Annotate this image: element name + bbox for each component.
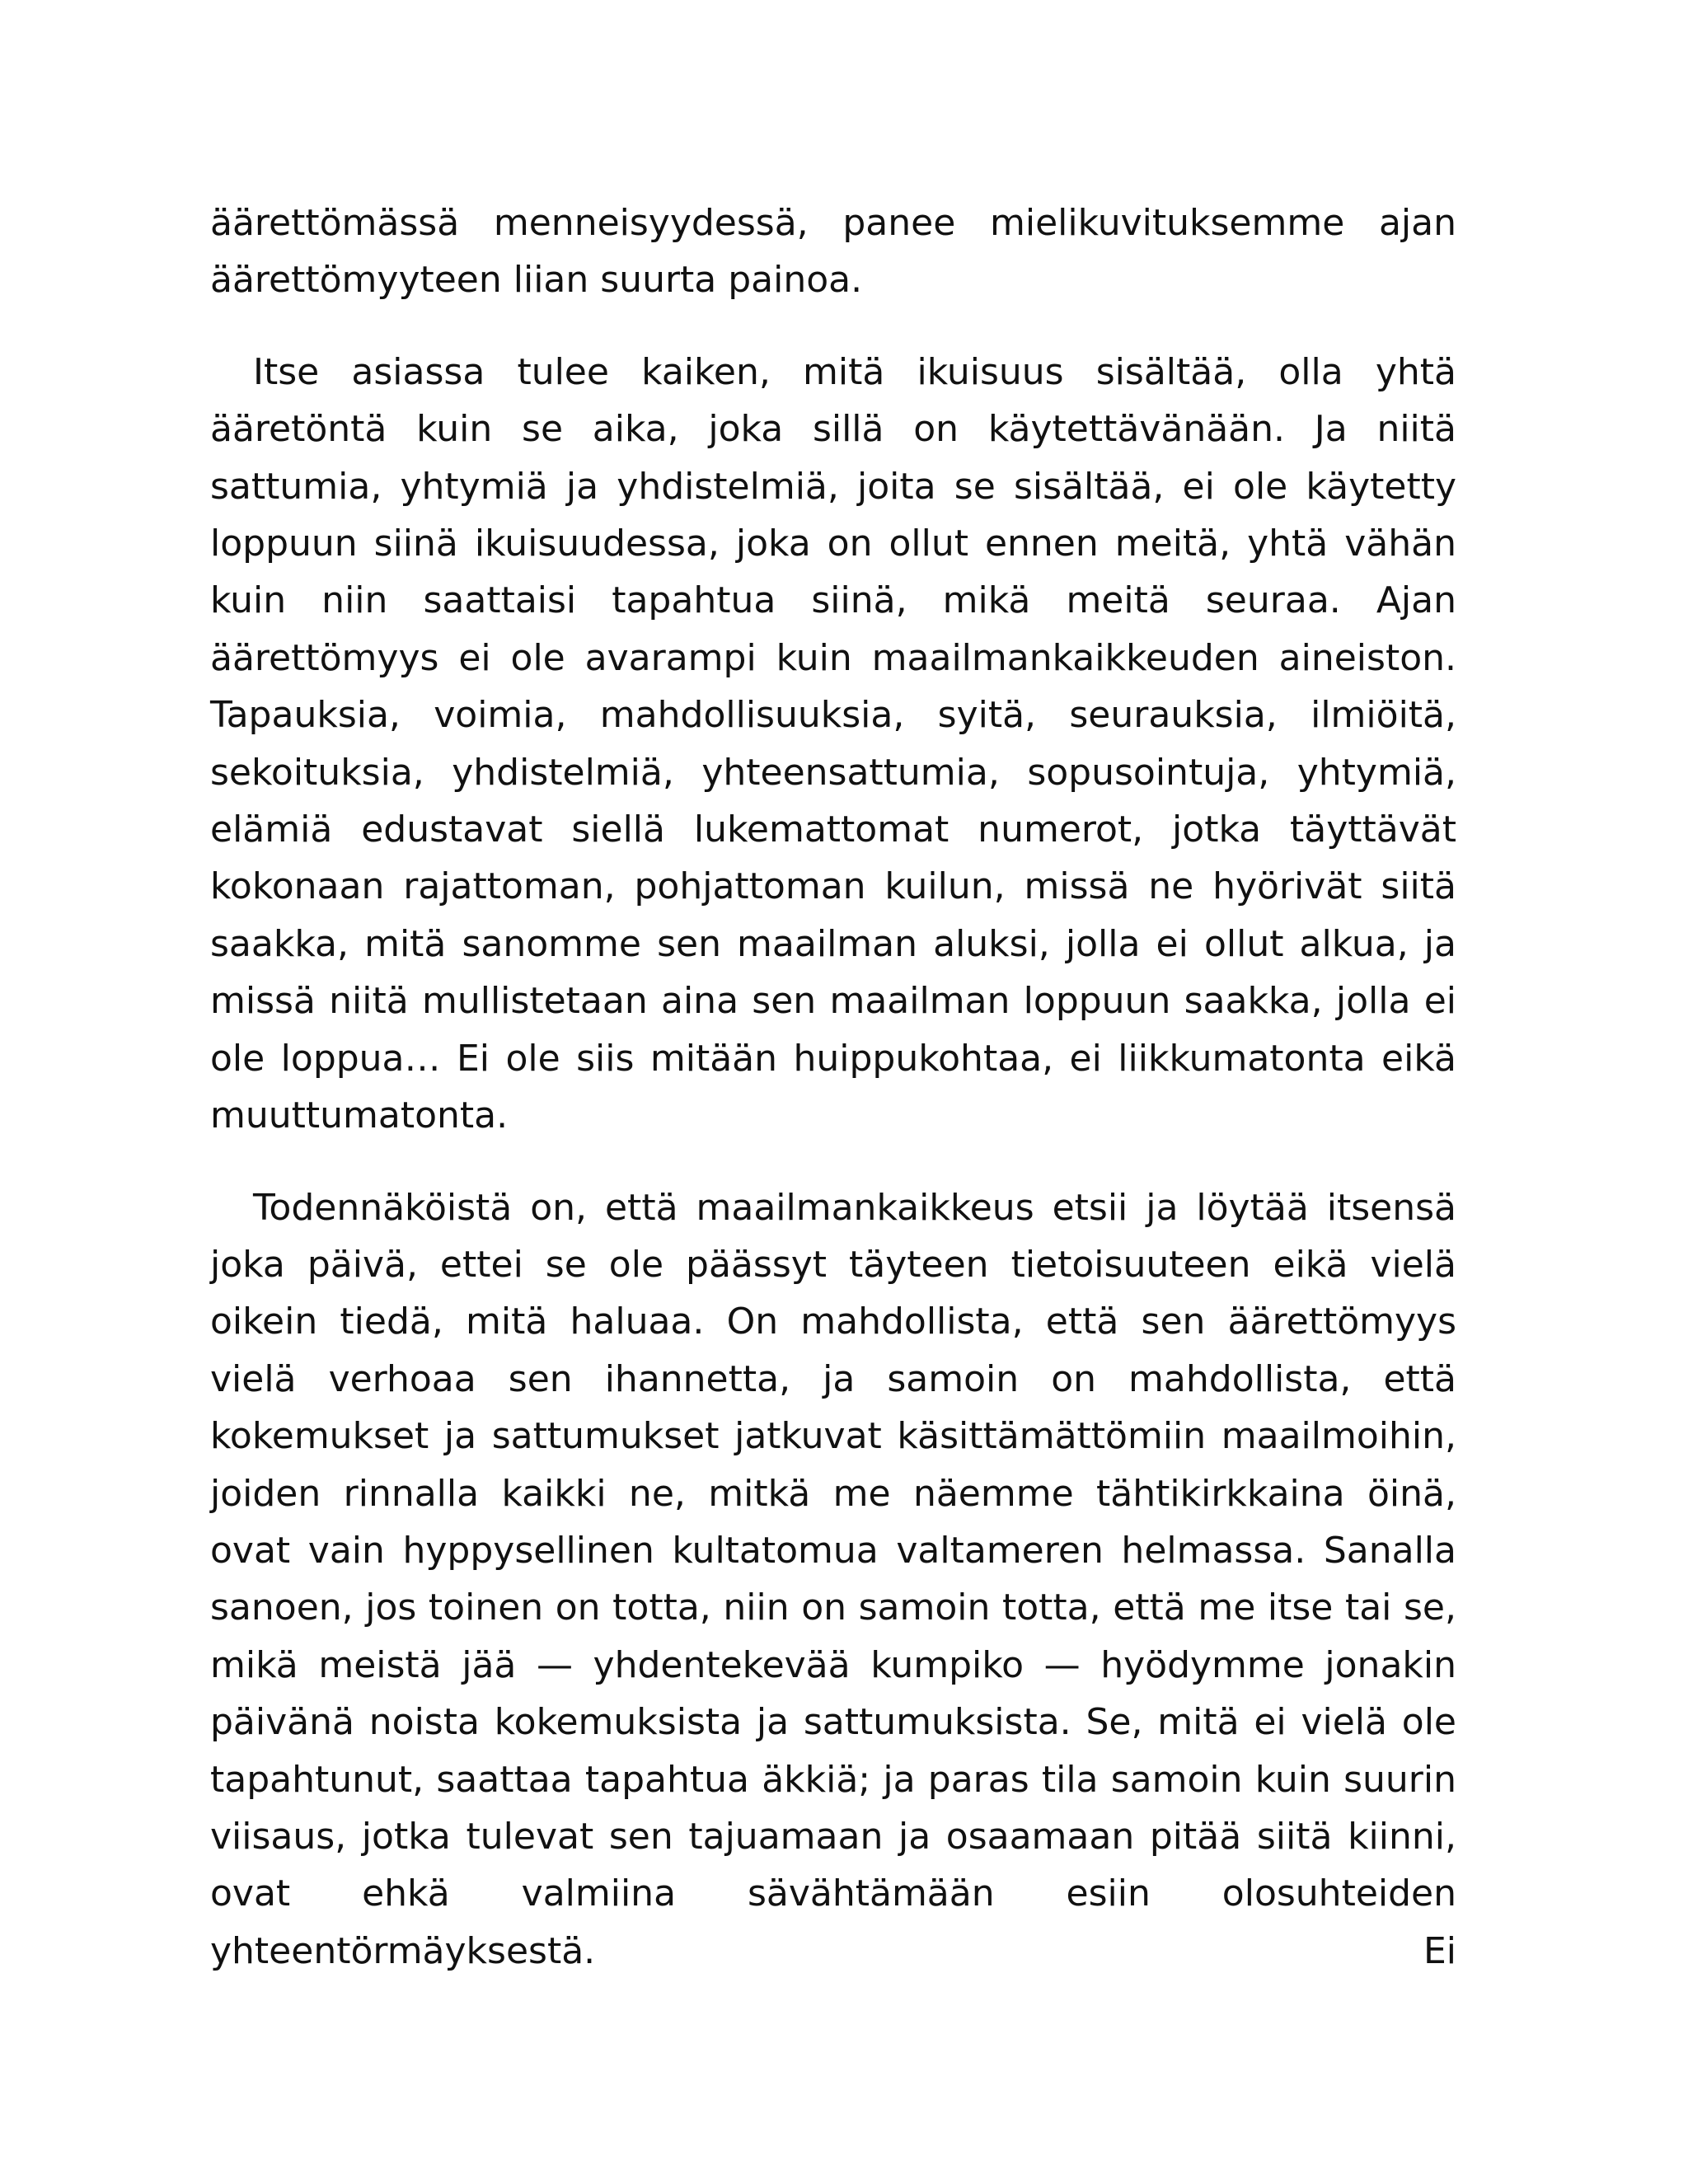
paragraph-continued: äärettömässä menneisyydessä, panee mielikuvituksemme ajan äärettömyyteen liian suurta painoa.: [210, 202, 1456, 302]
paragraph-universe: Todennäköistä on, että maailmankaikkeus etsii ja löytää itsensä joka päivä, ettei se ole päässyt täyteen tietoisuuteen eikä vielä oikein tiedä, mitä haluaa. On mahdollista, että sen äärettömyys vielä verhoaa sen ihannetta, ja samoin on mahdollista, että kokemukset ja sattumukset jatkuvat käsittämättömiin maailmoihin, joiden rinnalla kaikki ne, mitkä me näemme tähtikirkkaina öinä, ovat vain hyppysellinen kultatomua valtameren helmassa. Sanalla sanoen, jos toinen on totta, niin on samoin totta, että me itse tai se, mikä meistä jää — yhdentekevää kumpiko — hyödymme jonakin päivänä noista kokemuksista ja sattumuksista. Se, mitä ei vielä ole tapahtunut, saattaa tapahtua äkkiä; ja paras tila samoin kuin suurin viisaus, jotka tulevat sen tajuamaan ja osaamaan pitää siitä kiinni, ovat ehkä valmiina sävähtämään esiin olosuhteiden yhteentörmäyksestä. Ei: [210, 1186, 1456, 1972]
document-page: [210, 194, 1456, 1980]
paragraph-eternity: Itse asiassa tulee kaiken, mitä ikuisuus sisältää, olla yhtä ääretöntä kuin se aika, joka sillä on käytettävänään. Ja niitä sattumia, yhtymiä ja yhdistelmiä, joita se sisältää, ei ole käytetty loppuun siinä ikuisuudessa, joka on ollut ennen meitä, yhtä vähän kuin niin saattaisi tapahtua siinä, mikä meitä seuraa. Ajan äärettömyys ei ole avarampi kuin maailmankaikkeuden aineiston. Tapauksia, voimia, mahdollisuuksia, syitä, seurauksia, ilmiöitä, sekoituksia, yhdistelmiä, yhteensattumia, sopusointuja, yhtymiä, elämiä edustavat siellä lukemattomat numerot, jotka täyttävät kokonaan rajattoman, pohjattoman kuilun, missä ne hyörivät siitä saakka, mitä sanomme sen maailman aluksi, jolla ei ollut alkua, ja missä niitä mullistetaan aina sen maailman loppuun saakka, jolla ei ole loppua… Ei ole siis mitään huippukohtaa, ei liikkumatonta eikä muuttumatonta.: [210, 350, 1456, 1137]
